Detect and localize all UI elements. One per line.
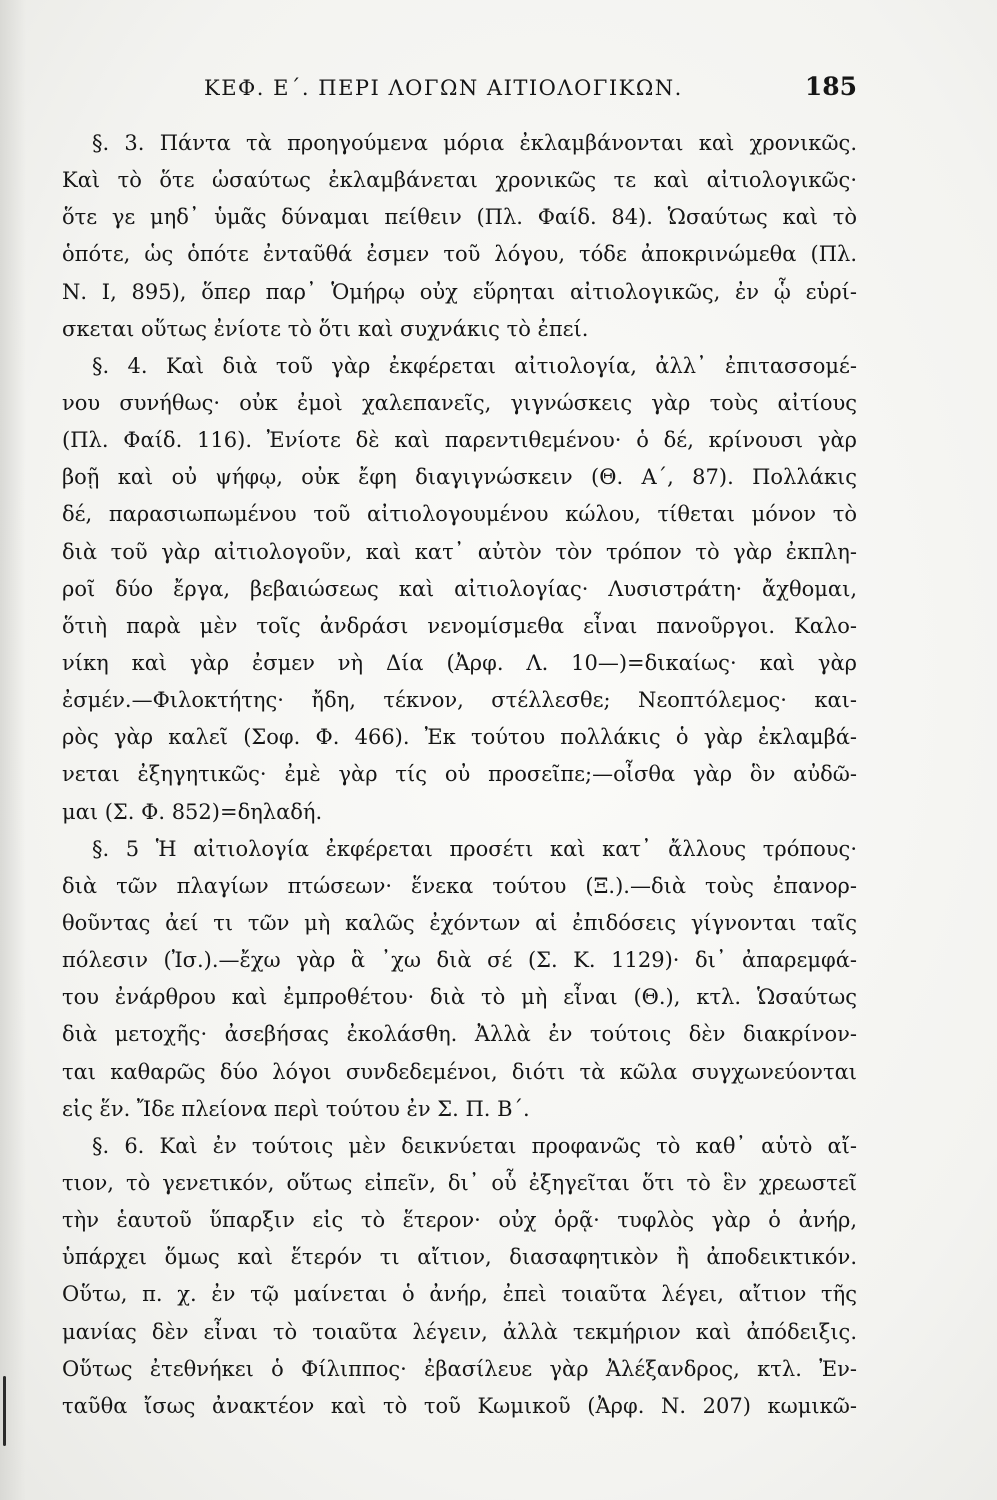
- text-line: τὴν ἑαυτοῦ ὕπαρξιν εἰς τὸ ἕτερον· οὐχ ὁρᾷ· τυφλὸς γὰρ ὁ ἀνήρ,: [62, 1208, 857, 1233]
- text-line: τιον, τὸ γενετικόν, οὕτως εἰπεῖν, δι᾽ οὗ ἐξηγεῖται ὅτι τὸ ἓν χρεωστεῖ: [62, 1170, 857, 1195]
- edge-mark: [3, 1376, 6, 1446]
- text-line: Οὕτως ἐτεθνήκει ὁ Φίλιππος· ἐβασίλευε γὰρ Ἀλέξανδρος, κτλ. Ἐν-: [62, 1356, 857, 1381]
- text-line: Οὕτω, π. χ. ἐν τῷ μαίνεται ὁ ἀνήρ, ἐπεὶ τοιαῦτα λέγει, αἴτιον τῆς: [62, 1282, 857, 1307]
- text-line: §. 5 Ἡ αἰτιολογία ἐκφέρεται προσέτι καὶ κατ᾽ ἄλλους τρόπους·: [92, 836, 857, 861]
- text-line: σκεται οὕτως ἐνίοτε τὸ ὅτι καὶ συχνάκις τὸ ἐπεί.: [62, 316, 589, 341]
- text-line: §. 4. Καὶ διὰ τοῦ γὰρ ἐκφέρεται αἰτιολογία, ἀλλ᾽ ἐπιτασσομέ-: [92, 353, 857, 378]
- text-line: ροῖ δύο ἔργα, βεβαιώσεως καὶ αἰτιολογίας· Λυσιστράτη· ἄχθομαι,: [62, 576, 857, 601]
- text-line: Καὶ τὸ ὅτε ὡσαύτως ἐκλαμβάνεται χρονικῶς τε καὶ αἰτιολογικῶς·: [62, 168, 857, 193]
- text-line: βοῇ καὶ οὐ ψήφῳ, οὐκ ἔφη διαγιγνώσκειν (Θ. Α΄, 87). Πολλάκις: [62, 465, 857, 490]
- text-line: ὑπάρχει ὅμως καὶ ἕτερόν τι αἴτιον, διασαφητικὸν ἢ ἀποδεικτικόν.: [62, 1245, 857, 1270]
- text-line: δέ, παρασιωπωμένου τοῦ αἰτιολογουμένου κώλου, τίθεται μόνον τὸ: [62, 502, 857, 527]
- text-line: ταῦθα ἴσως ἀνακτέον καὶ τὸ τοῦ Κωμικοῦ (Ἀρφ. Ν. 207) κωμικῶ-: [62, 1393, 857, 1418]
- text-line: ὅτε γε μηδ᾽ ὑμᾶς δύναμαι πείθειν (Πλ. Φαίδ. 84). Ὡσαύτως καὶ τὸ: [62, 205, 857, 230]
- text-line: ἐσμέν.—Φιλοκτήτης· ἤδη, τέκνον, στέλλεσθε; Νεοπτόλεμος· και-: [62, 688, 857, 713]
- text-line: νίκη καὶ γὰρ ἐσμεν νὴ Δία (Ἀρφ. Λ. 10—)=δικαίως· καὶ γὰρ: [62, 650, 857, 675]
- text-line: ται καθαρῶς δύο λόγοι συνδεδεμένοι, διότι τὰ κῶλα συγχωνεύονται: [62, 1059, 857, 1084]
- text-line: διὰ τοῦ γὰρ αἰτιολογοῦν, καὶ κατ᾽ αὐτὸν τὸν τρόπον τὸ γὰρ ἐκπλη-: [62, 539, 857, 564]
- text-line: διὰ μετοχῆς· ἀσεβήσας ἐκολάσθη. Ἀλλὰ ἐν τούτοις δὲν διακρίνον-: [62, 1022, 857, 1047]
- running-header: [62, 72, 857, 112]
- text-line: νεται ἐξηγητικῶς· ἐμὲ γὰρ τίς οὐ προσεῖπε;—οἶσθα γὰρ ὃν αὐδῶ-: [62, 762, 857, 787]
- text-line: του ἐνάρθρου καὶ ἐμπροθέτου· διὰ τὸ μὴ εἶναι (Θ.), κτλ. Ὡσαύτως: [62, 985, 857, 1010]
- running-title: ΚΕΦ. Ε΄. ΠΕΡΙ ΛΟΓΩΝ ΑΙΤΙΟΛΟΓΙΚΩΝ.: [204, 76, 683, 100]
- text-line: (Πλ. Φαίδ. 116). Ἐνίοτε δὲ καὶ παρεντιθεμένου· ὁ δέ, κρίνουσι γὰρ: [62, 428, 857, 453]
- text-line: πόλεσιν (Ἰσ.).—ἔχω γὰρ ἃ ᾽χω διὰ σέ (Σ. Κ. 1129)· δι᾽ ἀπαρεμφά-: [62, 948, 857, 973]
- text-line: μανίας δὲν εἶναι τὸ τοιαῦτα λέγειν, ἀλλὰ τεκμήριον καὶ ἀπόδειξις.: [62, 1319, 857, 1344]
- binding-shadow: [0, 0, 26, 1500]
- text-line: μαι (Σ. Φ. 852)=δηλαδή.: [62, 799, 323, 824]
- text-line: ὅτιὴ παρὰ μὲν τοῖς ἀνδράσι νενομίσμεθα εἶναι πανοῦργοι. Καλο-: [62, 613, 857, 638]
- text-line: ὁπότε, ὡς ὁπότε ἐνταῦθά ἐσμεν τοῦ λόγου, τόδε ἀποκρινώμεθα (Πλ.: [62, 242, 857, 267]
- body-text: [62, 125, 857, 1425]
- text-line: §. 3. Πάντα τὰ προηγούμενα μόρια ἐκλαμβάνονται καὶ χρονικῶς.: [92, 131, 857, 155]
- text-line: διὰ τῶν πλαγίων πτώσεων· ἕνεκα τούτου (Ξ.).—διὰ τοὺς ἐπανορ-: [62, 873, 857, 898]
- text-line: ρὸς γὰρ καλεῖ (Σοφ. Φ. 466). Ἐκ τούτου πολλάκις ὁ γὰρ ἐκλαμβά-: [62, 725, 857, 750]
- page-number: 185: [804, 72, 857, 101]
- text-line: εἰς ἕν. Ἴδε πλείονα περὶ τούτου ἐν Σ. Π. Β΄.: [62, 1096, 530, 1121]
- text-line: §. 6. Καὶ ἐν τούτοις μὲν δεικνύεται προφανῶς τὸ καθ᾽ αὑτὸ αἴ-: [92, 1133, 857, 1158]
- text-line: Ν. Ι, 895), ὅπερ παρ᾽ Ὁμήρῳ οὐχ εὕρηται αἰτιολογικῶς, ἐν ᾧ εὑρί-: [62, 279, 857, 304]
- text-line: νου συνήθως· οὐκ ἐμοὶ χαλεπανεῖς, γιγνώσκεις γὰρ τοὺς αἰτίους: [62, 390, 857, 415]
- text-line: θοῦντας ἀεί τι τῶν μὴ καλῶς ἐχόντων αἱ ἐπιδόσεις γίγνονται ταῖς: [62, 910, 857, 935]
